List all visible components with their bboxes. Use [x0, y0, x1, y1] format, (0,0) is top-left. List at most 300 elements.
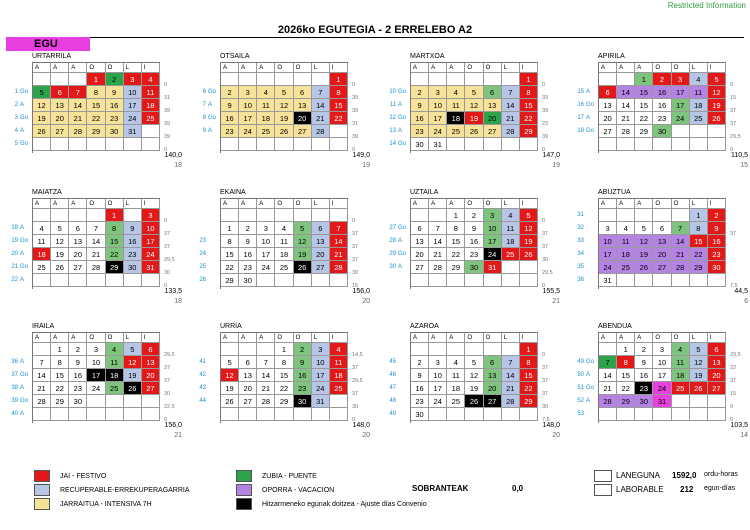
day-cell: 13: [653, 235, 671, 248]
shift-code: Go: [20, 263, 29, 270]
day-row: [599, 369, 726, 382]
day-cell: 26: [51, 261, 69, 274]
week-number: 2: [14, 101, 18, 108]
day-cell: 12: [124, 356, 142, 369]
day-cell: 3: [124, 73, 142, 86]
day-cell: [617, 73, 635, 86]
ajuste-swatch: [236, 498, 252, 510]
day-cell: 23: [221, 125, 239, 138]
day-row: [599, 222, 726, 235]
month-total-days: 19: [362, 162, 370, 169]
day-cell: 6: [142, 343, 160, 356]
day-cell: [520, 274, 538, 287]
day-cell: 5: [708, 73, 726, 86]
day-cell: 24: [672, 112, 690, 125]
day-header: A: [239, 333, 257, 343]
week-number: 11: [389, 101, 396, 108]
day-cell: 10: [257, 235, 275, 248]
head-spacer: [160, 332, 196, 345]
day-cell: [447, 274, 465, 287]
day-cell: 3: [142, 209, 160, 222]
day-cell: 30: [69, 395, 87, 408]
month-grid: [194, 62, 384, 153]
month-grid: [572, 332, 750, 423]
week-total: 0: [164, 147, 168, 153]
day-cell: 18: [447, 382, 465, 395]
day-cell: 15: [690, 235, 708, 248]
day-cell: 19: [708, 99, 726, 112]
day-row: [33, 356, 160, 369]
shift-code: A: [20, 358, 25, 365]
day-cell: 1: [51, 343, 69, 356]
head-spacer: [384, 62, 410, 72]
week-label: [194, 394, 220, 407]
day-row: [33, 248, 160, 261]
day-cell: 29: [520, 395, 538, 408]
day-cell: 11: [33, 235, 51, 248]
day-row: [411, 356, 538, 369]
day-row: [411, 138, 538, 151]
day-cell: [708, 125, 726, 138]
month-table: [32, 198, 160, 289]
day-cell: 16: [708, 235, 726, 248]
day-header: A: [257, 63, 275, 73]
month-grid: [572, 198, 750, 289]
day-cell: 5: [520, 209, 538, 222]
week-label: [572, 381, 598, 394]
day-cell: [33, 343, 51, 356]
month-table: [32, 62, 160, 153]
day-row: [221, 274, 348, 287]
laneguna-unit: ordu-horas: [704, 471, 738, 478]
shift-code: A: [398, 237, 403, 244]
day-cell: 24: [429, 125, 447, 138]
day-header: A: [411, 63, 429, 73]
week-labels: [194, 62, 220, 153]
day-cell: 23: [465, 248, 483, 261]
week-total: 37: [730, 121, 737, 127]
shift-code: Go: [20, 88, 29, 95]
head-spacer: [726, 62, 750, 75]
week-total: 7,5: [730, 283, 738, 289]
day-cell: 27: [411, 261, 429, 274]
day-cell: 12: [465, 99, 483, 112]
day-cell: 14: [672, 235, 690, 248]
day-cell: [447, 138, 465, 151]
day-cell: 13: [411, 235, 429, 248]
day-cell: [484, 343, 502, 356]
day-cell: [635, 138, 653, 151]
day-cell: 28: [429, 261, 447, 274]
day-row: [411, 235, 538, 248]
day-cell: [502, 343, 520, 356]
day-cell: 29: [221, 274, 239, 287]
day-cell: 22: [617, 382, 635, 395]
day-row: [221, 112, 348, 125]
week-total: 29,5: [542, 270, 553, 276]
week-number: 53: [577, 410, 584, 417]
week-number: 28: [389, 237, 396, 244]
day-cell: 20: [69, 248, 87, 261]
day-cell: 13: [484, 369, 502, 382]
month-name: URTARRILA: [32, 53, 72, 60]
week-total: 37: [542, 391, 549, 397]
shift-code: A: [398, 263, 403, 270]
day-cell: 17: [672, 99, 690, 112]
shift-code: Go: [20, 371, 29, 378]
day-header: A: [617, 199, 635, 209]
day-cell: [520, 138, 538, 151]
day-cell: 17: [599, 248, 617, 261]
day-cell: 2: [635, 343, 653, 356]
head-spacer: [348, 332, 384, 345]
day-cell: 22: [520, 382, 538, 395]
day-header: I: [142, 199, 160, 209]
day-cell: [599, 209, 617, 222]
day-cell: 27: [484, 395, 502, 408]
shift-code: A: [20, 410, 25, 417]
day-header: O: [672, 63, 690, 73]
day-row: [599, 274, 726, 287]
laborable-value: 212: [680, 485, 694, 494]
day-cell: 19: [51, 248, 69, 261]
month-grid: [6, 198, 196, 289]
shift-code: Go: [20, 397, 29, 404]
week-number: 50: [577, 371, 584, 378]
week-totals: [160, 198, 196, 289]
week-number: 41: [199, 358, 206, 365]
day-cell: 31: [312, 395, 330, 408]
day-cell: 26: [275, 125, 293, 138]
day-row: [411, 209, 538, 222]
day-cell: 4: [330, 343, 348, 356]
day-row: [221, 235, 348, 248]
day-header: I: [142, 333, 160, 343]
day-cell: 21: [330, 248, 348, 261]
week-label: [194, 137, 220, 150]
week-total: 29,5: [730, 134, 741, 140]
week-total: 37: [352, 391, 359, 397]
day-cell: [51, 73, 69, 86]
week-label: [6, 221, 32, 234]
day-header: O: [484, 63, 502, 73]
day-cell: 28: [257, 395, 275, 408]
day-cell: 4: [257, 86, 275, 99]
day-cell: 10: [142, 222, 160, 235]
shift-code: Go: [586, 101, 595, 108]
day-header: L: [690, 333, 708, 343]
month-grid: [194, 332, 384, 423]
week-label: [194, 368, 220, 381]
day-cell: 11: [275, 235, 293, 248]
day-cell: 2: [465, 209, 483, 222]
day-cell: 30: [294, 395, 312, 408]
week-number: 18: [577, 127, 584, 134]
day-cell: 2: [221, 86, 239, 99]
shift-code: A: [20, 384, 25, 391]
day-cell: 6: [708, 343, 726, 356]
month-total-hours: 110,5: [731, 152, 748, 159]
week-label: [572, 273, 598, 286]
day-cell: [69, 274, 87, 287]
day-cell: [330, 138, 348, 151]
day-cell: [294, 138, 312, 151]
day-cell: [484, 73, 502, 86]
day-cell: [429, 73, 447, 86]
day-row: [33, 369, 160, 382]
week-label: [6, 355, 32, 368]
day-cell: 10: [239, 99, 257, 112]
week-number: 34: [577, 250, 584, 257]
day-cell: 27: [294, 125, 312, 138]
day-cell: 2: [411, 356, 429, 369]
day-cell: 18: [275, 248, 293, 261]
day-header: O: [106, 199, 124, 209]
day-cell: 3: [257, 222, 275, 235]
day-row: [599, 125, 726, 138]
week-label: [572, 72, 598, 85]
week-label: [384, 394, 410, 407]
day-cell: 26: [520, 248, 538, 261]
shift-code: A: [586, 371, 591, 378]
day-cell: 10: [124, 86, 142, 99]
day-cell: 7: [599, 356, 617, 369]
day-cell: 25: [330, 382, 348, 395]
week-total: 39: [352, 108, 359, 114]
week-label: [194, 273, 220, 286]
day-cell: 11: [447, 369, 465, 382]
day-cell: [69, 209, 87, 222]
day-cell: [106, 408, 124, 421]
day-cell: 28: [672, 261, 690, 274]
day-header: O: [87, 63, 105, 73]
week-number: 27: [389, 224, 396, 231]
day-cell: [330, 395, 348, 408]
week-total: 0: [542, 283, 546, 289]
month-table: [598, 198, 726, 289]
day-row: [221, 382, 348, 395]
day-header: O: [294, 63, 312, 73]
day-row: [221, 343, 348, 356]
day-cell: 3: [599, 222, 617, 235]
legend-recuperable-label: RECUPERABLE-ERREKUPERAGARRIA: [60, 486, 190, 494]
week-number: 39: [11, 397, 18, 404]
day-cell: 13: [599, 99, 617, 112]
week-total: 37: [542, 378, 549, 384]
day-cell: 28: [599, 395, 617, 408]
day-cell: [239, 73, 257, 86]
month-table: [410, 332, 538, 423]
week-totals: [160, 332, 196, 423]
day-cell: [690, 138, 708, 151]
day-cell: 12: [520, 222, 538, 235]
vacacion-swatch: [236, 484, 252, 496]
week-number: 40: [11, 410, 18, 417]
day-cell: [124, 274, 142, 287]
month-total-hours: 147,0: [542, 152, 560, 159]
day-cell: [708, 138, 726, 151]
day-header: I: [708, 199, 726, 209]
day-cell: 19: [635, 248, 653, 261]
day-cell: 30: [239, 274, 257, 287]
day-cell: 19: [221, 382, 239, 395]
week-total: 15: [730, 391, 737, 397]
shift-code: Go: [208, 88, 217, 95]
month-table: [410, 62, 538, 153]
day-header: O: [106, 333, 124, 343]
day-row: [599, 343, 726, 356]
week-totals: [538, 198, 574, 289]
day-cell: [33, 73, 51, 86]
day-header: A: [429, 333, 447, 343]
day-cell: 7: [33, 356, 51, 369]
day-cell: 23: [69, 382, 87, 395]
day-cell: 9: [239, 235, 257, 248]
week-label: [384, 355, 410, 368]
week-total: 30: [164, 270, 171, 276]
day-header: A: [411, 333, 429, 343]
day-row: [599, 112, 726, 125]
day-cell: 23: [635, 382, 653, 395]
week-labels: [6, 332, 32, 423]
day-cell: 7: [257, 356, 275, 369]
day-cell: [690, 125, 708, 138]
day-cell: [617, 138, 635, 151]
day-cell: 23: [411, 395, 429, 408]
week-total: 29,5: [730, 352, 741, 358]
day-header: A: [447, 63, 465, 73]
day-header: L: [312, 333, 330, 343]
month-uztaila: [384, 188, 574, 305]
month-urtarrila: [6, 52, 196, 169]
day-cell: 22: [635, 112, 653, 125]
shift-code: Go: [20, 140, 29, 147]
day-cell: 2: [106, 73, 124, 86]
week-label: [6, 273, 32, 286]
week-total: 30: [352, 270, 359, 276]
day-cell: 3: [429, 86, 447, 99]
shift-code: A: [20, 250, 25, 257]
week-number: 36: [577, 276, 584, 283]
day-cell: 8: [106, 222, 124, 235]
day-header: L: [502, 199, 520, 209]
day-cell: 30: [411, 408, 429, 421]
shift-code: A: [398, 127, 403, 134]
day-cell: 4: [502, 209, 520, 222]
day-cell: 17: [124, 99, 142, 112]
day-header-row: [411, 199, 538, 209]
month-name: ABENDUA: [598, 323, 632, 330]
day-cell: 21: [257, 382, 275, 395]
month-total-hours: 44,5: [734, 288, 748, 295]
day-cell: 29: [87, 125, 105, 138]
day-cell: [708, 395, 726, 408]
day-cell: 15: [447, 235, 465, 248]
week-total: 37: [542, 244, 549, 250]
day-header-row: [221, 63, 348, 73]
day-header: I: [708, 333, 726, 343]
month-table: [32, 332, 160, 423]
day-cell: 23: [106, 112, 124, 125]
day-header: L: [124, 333, 142, 343]
day-cell: 31: [142, 261, 160, 274]
day-header: A: [221, 199, 239, 209]
week-label: [6, 381, 32, 394]
week-total: 37: [352, 231, 359, 237]
day-cell: 6: [484, 86, 502, 99]
week-total: 39: [542, 134, 549, 140]
week-labels: [572, 198, 598, 289]
week-total: [726, 211, 750, 224]
day-cell: 18: [502, 235, 520, 248]
day-cell: 9: [411, 369, 429, 382]
day-cell: 15: [275, 369, 293, 382]
day-cell: [653, 209, 671, 222]
week-total: [726, 263, 750, 276]
week-label: [194, 234, 220, 247]
month-total-hours: 148,0: [352, 422, 370, 429]
week-number: 48: [389, 397, 396, 404]
week-label: [384, 72, 410, 85]
week-total: 37: [164, 231, 171, 237]
day-cell: [142, 125, 160, 138]
shift-code: A: [20, 101, 25, 108]
day-cell: [294, 209, 312, 222]
week-number: 16: [577, 101, 584, 108]
day-cell: 3: [239, 86, 257, 99]
day-cell: 27: [599, 125, 617, 138]
week-number: 10: [389, 88, 396, 95]
day-header: A: [69, 63, 87, 73]
day-cell: 22: [447, 248, 465, 261]
week-number: 49: [389, 410, 396, 417]
week-total: 30: [164, 391, 171, 397]
day-cell: 8: [520, 356, 538, 369]
week-totals: [538, 332, 574, 423]
day-cell: 2: [239, 222, 257, 235]
day-cell: 29: [635, 125, 653, 138]
week-total: 15: [352, 283, 359, 289]
day-header-row: [33, 333, 160, 343]
shift-code: Go: [398, 140, 407, 147]
month-ekaina: [194, 188, 384, 305]
head-spacer: [160, 198, 196, 211]
week-labels: [194, 332, 220, 423]
week-label: [6, 208, 32, 221]
day-header: A: [239, 63, 257, 73]
week-number: 3: [14, 114, 18, 121]
day-cell: 30: [708, 261, 726, 274]
week-label: [6, 98, 32, 111]
day-cell: [690, 274, 708, 287]
day-header: A: [69, 333, 87, 343]
day-row: [33, 235, 160, 248]
week-label: [384, 208, 410, 221]
day-cell: [635, 408, 653, 421]
week-label: [572, 342, 598, 355]
day-cell: 30: [635, 395, 653, 408]
day-row: [411, 408, 538, 421]
week-label: [6, 407, 32, 420]
legend-ajuste-label: Hitzarmeneko egunak doitzea - Ajuste días Convenio: [262, 500, 427, 508]
day-cell: [672, 395, 690, 408]
day-header: O: [87, 333, 105, 343]
day-cell: [257, 73, 275, 86]
day-cell: [124, 395, 142, 408]
shift-code: A: [20, 276, 25, 283]
shift-code: A: [586, 88, 591, 95]
day-header: I: [708, 63, 726, 73]
